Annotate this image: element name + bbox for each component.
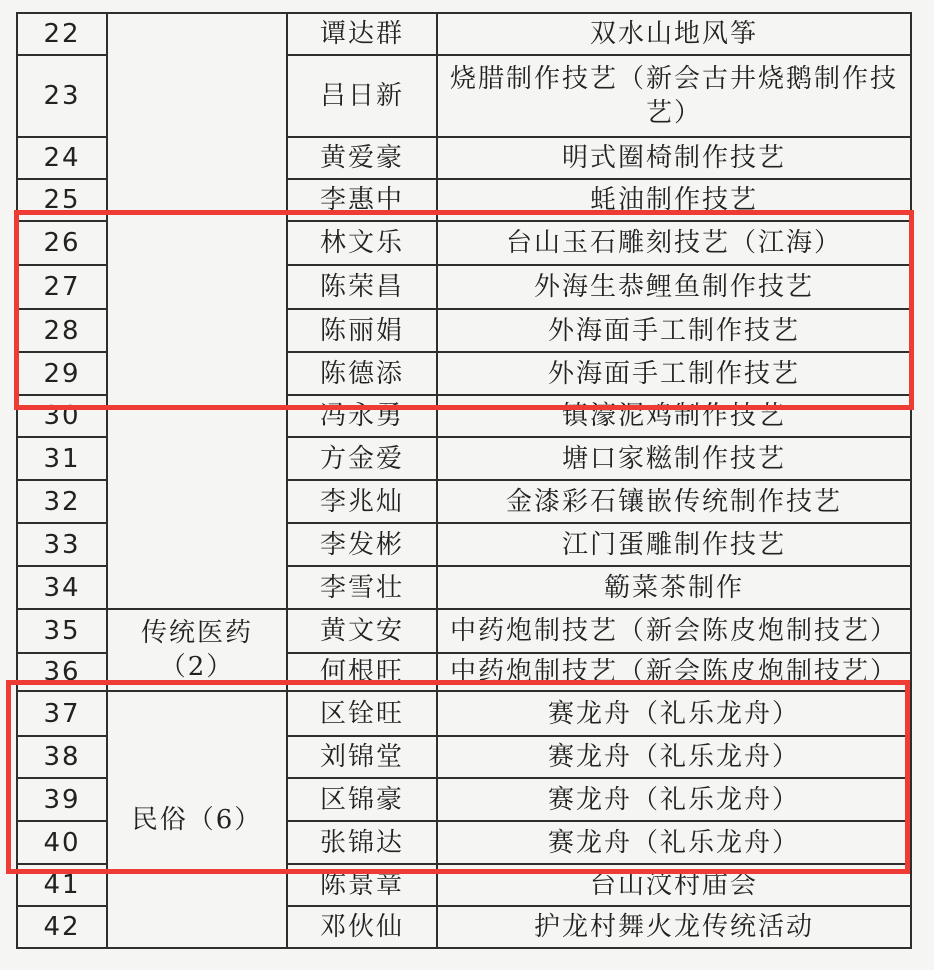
project-name: 外海面手工制作技艺 <box>437 309 911 352</box>
project-name: 蚝油制作技艺 <box>437 179 911 221</box>
inheritor-name: 陈丽娟 <box>287 309 437 352</box>
inheritor-table <box>16 12 912 949</box>
project-name: 塘口家糍制作技艺 <box>437 437 911 480</box>
row-number: 26 <box>17 221 107 265</box>
project-name: 赛龙舟（礼乐龙舟） <box>437 736 911 778</box>
row-number: 27 <box>17 265 107 309</box>
row-number: 22 <box>17 13 107 55</box>
project-name: 赛龙舟（礼乐龙舟） <box>437 821 911 864</box>
project-name: 护龙村舞火龙传统活动 <box>437 906 911 948</box>
row-number: 34 <box>17 566 107 609</box>
row-number: 37 <box>17 691 107 736</box>
row-number: 35 <box>17 609 107 653</box>
project-name: 赛龙舟（礼乐龙舟） <box>437 691 911 736</box>
inheritor-name: 谭达群 <box>287 13 437 55</box>
category-cell-blank <box>107 13 287 609</box>
project-name: 烧腊制作技艺（新会古井烧鹅制作技艺） <box>437 55 911 137</box>
row-number: 40 <box>17 821 107 864</box>
inheritor-name: 李兆灿 <box>287 480 437 523</box>
table-row <box>17 13 911 55</box>
category-folk-custom: 民俗（6） <box>107 691 287 948</box>
inheritor-name: 黄爱豪 <box>287 137 437 179</box>
project-name: 簕菜茶制作 <box>437 566 911 609</box>
project-name: 中药炮制技艺（新会陈皮炮制技艺） <box>437 653 911 691</box>
project-name: 镇濠泥鸡制作技艺 <box>437 395 911 437</box>
inheritor-name: 邓伙仙 <box>287 906 437 948</box>
inheritor-name: 陈德添 <box>287 352 437 395</box>
row-number: 30 <box>17 395 107 437</box>
row-number: 38 <box>17 736 107 778</box>
row-number: 23 <box>17 55 107 137</box>
project-name: 台山汶村庙会 <box>437 864 911 906</box>
inheritor-name: 刘锦堂 <box>287 736 437 778</box>
inheritor-name: 区铨旺 <box>287 691 437 736</box>
inheritor-name: 区锦豪 <box>287 778 437 821</box>
row-number: 32 <box>17 480 107 523</box>
inheritor-name: 何根旺 <box>287 653 437 691</box>
inheritor-name: 李惠中 <box>287 179 437 221</box>
table-row <box>17 691 911 736</box>
row-number: 25 <box>17 179 107 221</box>
inheritor-name: 李雪壮 <box>287 566 437 609</box>
inheritor-name: 黄文安 <box>287 609 437 653</box>
inheritor-name: 吕日新 <box>287 55 437 137</box>
category-name: 传统医药 <box>140 618 253 648</box>
inheritor-name: 张锦达 <box>287 821 437 864</box>
project-name: 外海生恭鲤鱼制作技艺 <box>437 265 911 309</box>
inheritor-name: 李发彬 <box>287 523 437 566</box>
row-number: 28 <box>17 309 107 352</box>
project-name: 台山玉石雕刻技艺（江海） <box>437 221 911 265</box>
row-number: 42 <box>17 906 107 948</box>
row-number: 39 <box>17 778 107 821</box>
inheritor-name: 冯永勇 <box>287 395 437 437</box>
project-name: 外海面手工制作技艺 <box>437 352 911 395</box>
row-number: 33 <box>17 523 107 566</box>
inheritor-name: 陈荣昌 <box>287 265 437 309</box>
table-row <box>17 609 911 653</box>
project-name: 赛龙舟（礼乐龙舟） <box>437 778 911 821</box>
row-number: 31 <box>17 437 107 480</box>
category-traditional-medicine <box>107 609 287 691</box>
inheritor-name: 陈景章 <box>287 864 437 906</box>
row-number: 29 <box>17 352 107 395</box>
inheritor-name: 林文乐 <box>287 221 437 265</box>
project-name: 江门蛋雕制作技艺 <box>437 523 911 566</box>
project-name: 双水山地风筝 <box>437 13 911 55</box>
project-name: 金漆彩石镶嵌传统制作技艺 <box>437 480 911 523</box>
category-count: （2） <box>159 652 235 682</box>
project-name: 中药炮制技艺（新会陈皮炮制技艺） <box>437 609 911 653</box>
row-number: 24 <box>17 137 107 179</box>
project-name: 明式圈椅制作技艺 <box>437 137 911 179</box>
inheritor-name: 方金爱 <box>287 437 437 480</box>
row-number: 41 <box>17 864 107 906</box>
row-number: 36 <box>17 653 107 691</box>
